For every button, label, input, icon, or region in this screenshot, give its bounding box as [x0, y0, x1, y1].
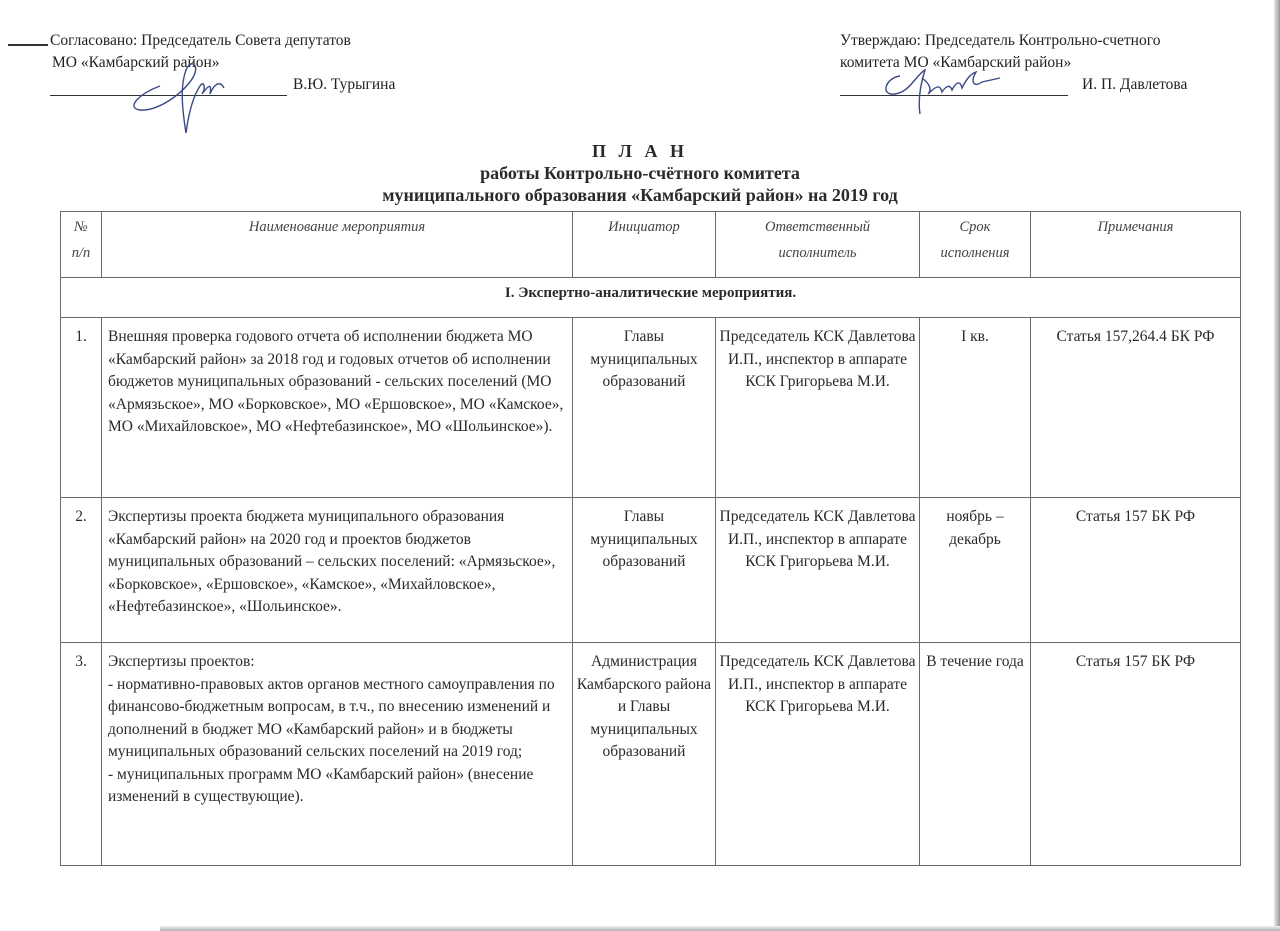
plan-table [60, 211, 1241, 866]
header-num: № п/п [61, 212, 102, 278]
header-term: Срок исполнения [920, 212, 1031, 278]
approval-approved-org: комитета МО «Камбарский район» [840, 54, 1072, 71]
approval-agreed-title: Согласовано: Председатель Совета депутатов [50, 32, 351, 49]
row-initiator: Администрация Камбарского района и Главы муниципальных образований [573, 643, 716, 866]
header-initiator: Инициатор [573, 212, 716, 278]
row-name [102, 643, 573, 866]
row-notes: Статья 157 БК РФ [1031, 498, 1241, 643]
header-notes: Примечания [1031, 212, 1241, 278]
row-term: I кв. [920, 318, 1031, 498]
row-notes: Статья 157,264.4 БК РФ [1031, 318, 1241, 498]
table-row [61, 498, 1241, 643]
approval-approved-title: Утверждаю: Председатель Контрольно-счетного [840, 32, 1161, 49]
header-responsible: Ответственный исполнитель [716, 212, 920, 278]
table-header-row [61, 212, 1241, 278]
title-subtitle: работы Контрольно-счётного комитета [480, 163, 800, 183]
approval-agreed-signer: В.Ю. Турыгина [293, 76, 396, 93]
row-notes: Статья 157 БК РФ [1031, 643, 1241, 866]
handwritten-signature-icon [870, 56, 1020, 116]
handwritten-signature-icon [120, 48, 240, 138]
table-row [61, 643, 1241, 866]
page-edge-shadow-bottom [160, 926, 1280, 931]
row-responsible: Председатель КСК Давлетова И.П., инспектор в аппарате КСК Григорьева М.И. [716, 643, 920, 866]
document-title [0, 140, 1280, 206]
header-name: Наименование мероприятия [102, 212, 573, 278]
approval-approved-signer: И. П. Давлетова [1082, 76, 1188, 93]
title-plan: П Л А Н [592, 141, 688, 161]
row-number: 1. [61, 318, 102, 498]
row-name: Экспертизы проекта бюджета муниципального образования «Камбарский район» на 2020 год и проектов бюджетов муниципальных образований – сельских поселений: «Армязьское», «Борковское», «Ершовское», «Камское», «Михайловское», «Нефтебазинское», «Шольинское». [102, 498, 573, 643]
title-organization: муниципального образования «Камбарский район» на 2019 год [382, 185, 898, 205]
scan-mark [8, 44, 48, 46]
table-row [61, 318, 1241, 498]
section-heading: I. Экспертно-аналитические мероприятия. [61, 278, 1241, 318]
row-term: В течение года [920, 643, 1031, 866]
row-name-item-1: - нормативно-правовых актов органов местного самоуправления по финансово-бюджетным вопросам, в т.ч., по внесению изменений и дополнений в бюджет МО «Камбарский район» и в бюджеты муниципальных образований сельских поселений на 2019 год; [108, 675, 555, 760]
row-name-item-2: - муниципальных программ МО «Камбарский район» (внесение изменений в существующие). [108, 765, 534, 805]
row-number: 3. [61, 643, 102, 866]
row-initiator: Главы муниципальных образований [573, 498, 716, 643]
approval-agreed-org: МО «Камбарский район» [52, 54, 220, 71]
row-responsible: Председатель КСК Давлетова И.П., инспектор в аппарате КСК Григорьева М.И. [716, 318, 920, 498]
row-name: Внешняя проверка годового отчета об исполнении бюджета МО «Камбарский район» за 2018 год и годовых отчетов об исполнении бюджетов муниципальных образований - сельских поселений (МО «Армязьское», МО «Борковское», МО «Ершовское», МО «Камское», МО «Михайловское», МО «Нефтебазинское», МО «Шольинское»). [102, 318, 573, 498]
row-responsible: Председатель КСК Давлетова И.П., инспектор в аппарате КСК Григорьева М.И. [716, 498, 920, 643]
row-initiator: Главы муниципальных образований [573, 318, 716, 498]
row-name-intro: Экспертизы проектов: [108, 653, 255, 670]
section-heading-row [61, 278, 1241, 318]
row-term: ноябрь – декабрь [920, 498, 1031, 643]
row-number: 2. [61, 498, 102, 643]
